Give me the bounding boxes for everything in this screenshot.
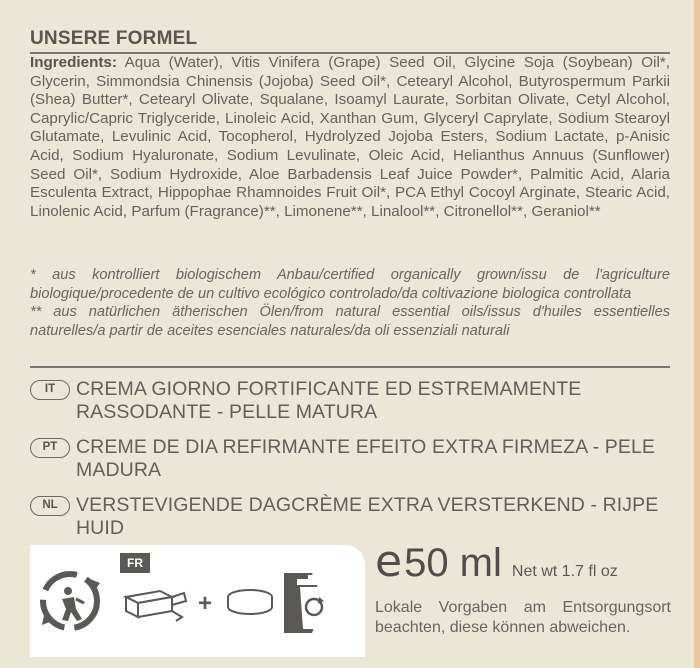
lang-text-nl: VERSTEVIGENDE DAGCRÈME EXTRA VERSTERKEND - RIJPE HUID	[76, 494, 659, 539]
box-package-icon	[126, 591, 186, 621]
recycling-graphic	[30, 545, 365, 657]
section-title: UNSERE FORMEL	[30, 28, 198, 49]
plus-sign: +	[198, 590, 213, 617]
recycling-panel	[30, 545, 365, 657]
net-weight: Net wt 1.7 fl oz	[511, 563, 618, 580]
footnote-essential: ** aus natürlichen ätherischen Ölen/from natural essential oils/issus d'huiles essentielles naturelles/a partir de aceites esenciales naturales/da oli essenziali naturali	[30, 304, 670, 339]
edge-strip	[694, 0, 700, 668]
ingredients-list: Aqua (Water), Vitis Vinifera (Grape) Seed Oil, Glycine Soja (Soybean) Oil*, Glycerin, Simmondsia Chinensis (Jojoba) Seed Oil*, Cetearyl Alcohol, Butyrospermum Parkii (Shea) Butter*, Cetearyl Olivate, Squalane, Isoamyl Laurate, Sorbitan Olivate, Cetyl Alcohol, Caprylic/Capric Triglyceride, Linoleic Acid, Xanthan Gum, Glyceryl Caprylate, Sodium Stearoyl Glutamate, Levulinic Acid, Tocopherol, Hydrolyzed Jojoba Esters, Sodium Lactate, p-Anisic Acid, Sodium Hyaluronate, Sodium Levulinate, Oleic Acid, Helianthus Annuus (Sunflower) Seed Oil*, Sodium Hydroxide, Aloe Barbadensis Leaf Juice Powder*, Palmitic Acid, Alaria Esculenta Extract, Hippophae Rhamnoides Fruit Oil*, PCA Ethyl Cocoyl Arginate, Stearic Acid, Linolenic Acid, Parfum (Fragrance)**, Limonene**, Linalool**, Citronellol**, Geraniol**	[30, 54, 670, 220]
triman-person-icon	[42, 574, 100, 628]
volume-block	[375, 536, 618, 587]
lang-badge-nl: NL	[30, 496, 70, 516]
disposal-note: Lokale Vorgaben am Entsorgungsort beachten, diese können abweichen.	[375, 599, 671, 636]
ingredients-block	[30, 54, 670, 221]
divider-middle	[30, 366, 670, 368]
lang-badge-it: IT	[30, 380, 70, 400]
ingredients-label: Ingredients:	[30, 54, 117, 71]
lang-badge-pt: PT	[30, 438, 70, 458]
jar-lid-icon	[228, 590, 272, 614]
country-tab-fr: FR	[120, 553, 150, 573]
footnotes	[30, 266, 670, 340]
lang-text-it: CREMA GIORNO FORTIFICANTE ED ESTREMAMENTE RASSODANTE - PELLE MATURA	[76, 378, 582, 423]
footnote-organic: * aus kontrolliert biologischem Anbau/certified organically grown/issu de l'agriculture biologique/procedente de un cultivo ecológico controlado/da coltivazione biologica controllata	[30, 267, 670, 302]
volume-amount: 50 ml	[404, 541, 502, 585]
lang-text-pt: CREME DE DIA REFIRMANTE EFEITO EXTRA FIRMEZA - PELE MADURA	[76, 436, 655, 481]
estimated-sign: e	[375, 536, 403, 587]
